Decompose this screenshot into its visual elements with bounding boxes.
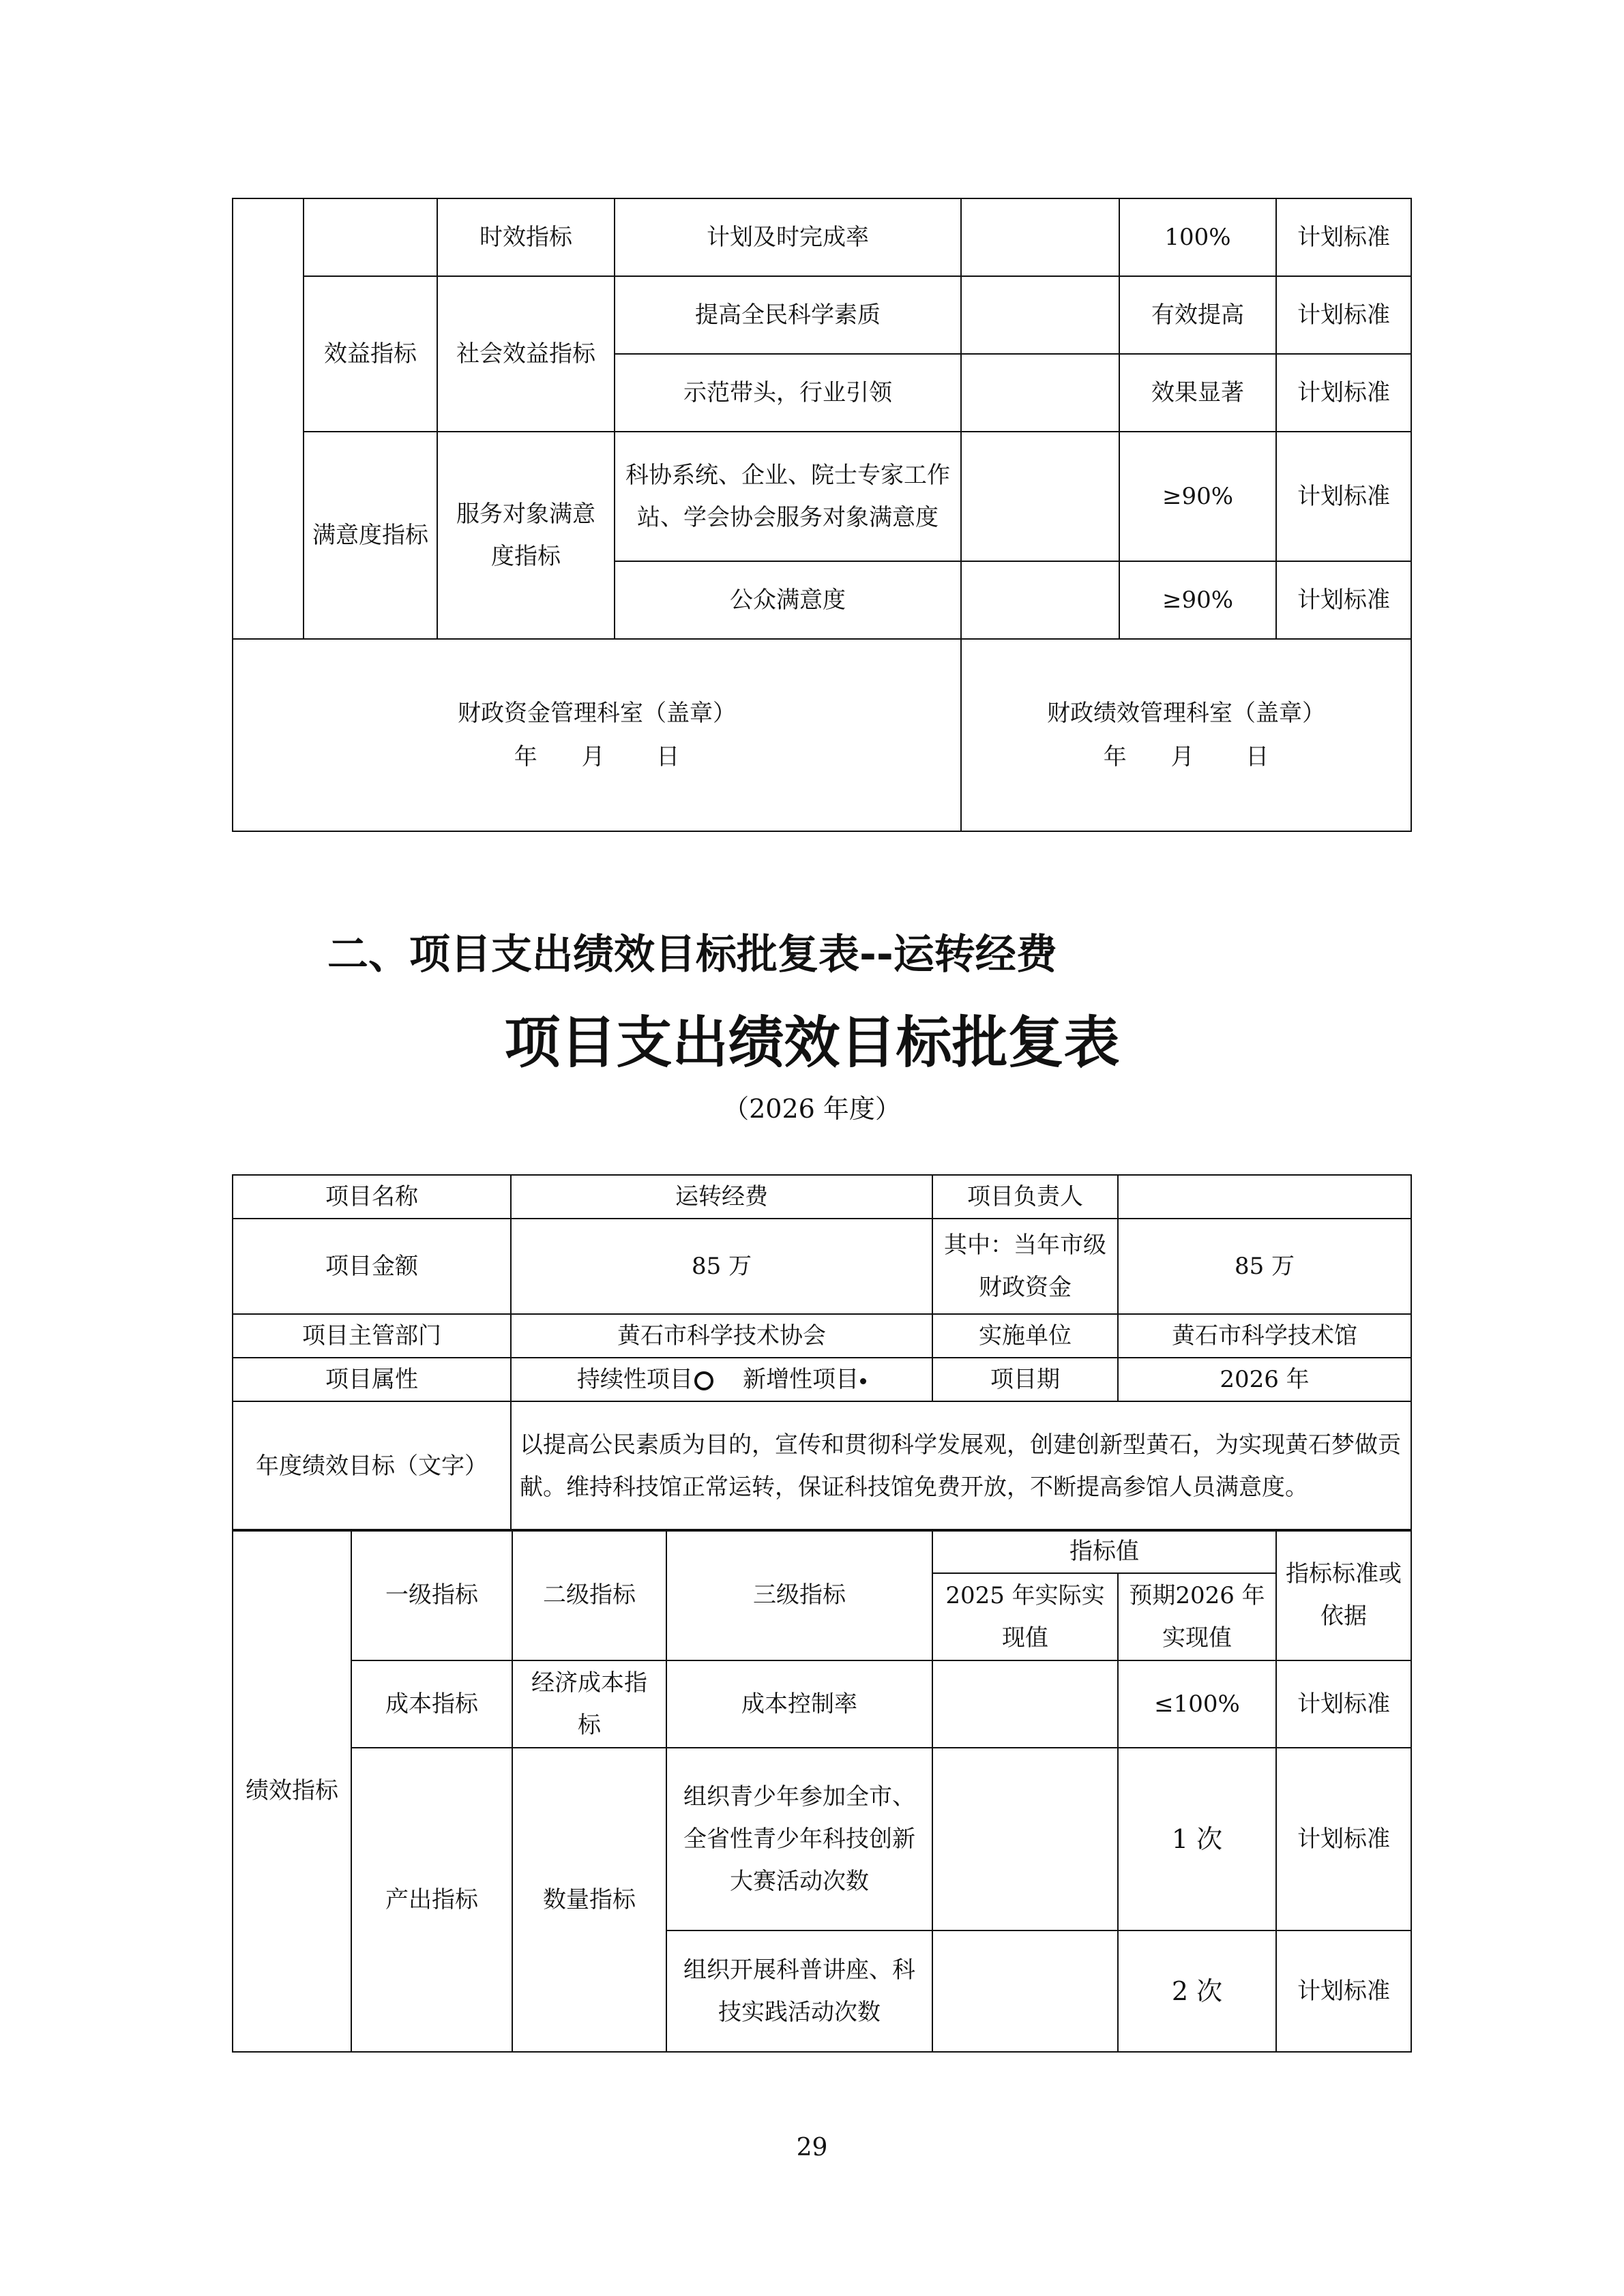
performance-office-label: 财政绩效管理科室（盖章） (1047, 700, 1325, 727)
header-basis: 指标标准或依据 (1276, 1530, 1411, 1660)
header-value-group: 指标值 (932, 1530, 1276, 1573)
attr-value (511, 1358, 932, 1401)
dept-value: 黄石市科学技术协会 (511, 1314, 932, 1358)
expected-value-cell: 100% (1119, 198, 1276, 276)
level3-cell: 提高全民科学素质 (615, 276, 961, 354)
performance-signature-cell (961, 639, 1411, 831)
output-actual-cell (932, 1930, 1118, 2052)
basis-cell: 计划标准 (1276, 432, 1411, 561)
performance-indicator-group-label: 绩效指标 (233, 1530, 351, 2052)
project-amount-value: 85 万 (511, 1219, 932, 1314)
cost-level2-cell: 经济成本指标 (512, 1660, 666, 1748)
output-level3-cell: 组织青少年参加全市、全省性青少年科技创新大赛活动次数 (666, 1748, 932, 1930)
finance-fund-signature-cell (233, 639, 961, 831)
output-basis-cell: 计划标准 (1276, 1748, 1411, 1930)
year-label: （2026 年度） (723, 1094, 901, 1124)
period-value: 2026 年 (1118, 1358, 1411, 1401)
continued-indicator-table (232, 198, 1412, 832)
city-fund-label: 其中：当年市级财政资金 (932, 1219, 1118, 1314)
expected-value-cell: ≥90% (1119, 561, 1276, 639)
cost-basis-cell: 计划标准 (1276, 1660, 1411, 1748)
level3-cell: 计划及时完成率 (615, 198, 961, 276)
city-fund-value: 85 万 (1118, 1219, 1411, 1314)
continuing-project-label: 持续性项目 (576, 1366, 693, 1393)
header-actual-2025: 2025 年实际实现值 (932, 1573, 1118, 1660)
indicator-group-cell (233, 198, 304, 639)
basis-cell: 计划标准 (1276, 561, 1411, 639)
benefit-level1-cell: 效益指标 (304, 276, 437, 432)
cost-level3-cell: 成本控制率 (666, 1660, 932, 1748)
benefit-level2-cell: 社会效益指标 (437, 276, 615, 432)
project-name-value: 运转经费 (511, 1175, 932, 1219)
level3-cell: 公众满意度 (615, 561, 961, 639)
level3-cell: 示范带头，行业引领 (615, 354, 961, 432)
cost-expected-cell: ≤100% (1118, 1660, 1276, 1748)
basis-cell: 计划标准 (1276, 198, 1411, 276)
goal-text: 以提高公民素质为目的，宣传和贯彻科学发展观，创建创新型黄石，为实现黄石梦做贡献。维持科技馆正常运转，保证科技馆免费开放，不断提高参馆人员满意度。 (511, 1401, 1411, 1531)
goal-label: 年度绩效目标（文字） (233, 1401, 511, 1531)
actual-value-cell (961, 561, 1119, 639)
satisfaction-level2-cell: 服务对象满意度指标 (437, 432, 615, 639)
header-level1: 一级指标 (351, 1530, 512, 1660)
level1-cell (304, 198, 437, 276)
cost-level1-cell: 成本指标 (351, 1660, 512, 1748)
output-basis-cell: 计划标准 (1276, 1930, 1411, 2052)
unit-value: 黄石市科学技术馆 (1118, 1314, 1411, 1358)
actual-value-cell (961, 276, 1119, 354)
output-expected-cell: 2 次 (1118, 1930, 1276, 2052)
project-leader-label: 项目负责人 (932, 1175, 1118, 1219)
header-level2: 二级指标 (512, 1530, 666, 1660)
output-level1-cell: 产出指标 (351, 1748, 512, 2052)
page-title: 项目支出绩效目标批复表 (504, 1011, 1120, 1075)
output-expected-cell: 1 次 (1118, 1748, 1276, 1930)
finance-fund-office-label: 财政资金管理科室（盖章） (458, 700, 736, 727)
output-actual-cell (932, 1748, 1118, 1930)
project-leader-value (1118, 1175, 1411, 1219)
output-level3-cell: 组织开展科普讲座、科技实践活动次数 (666, 1930, 932, 2052)
attr-label: 项目属性 (233, 1358, 511, 1401)
indicator-table (232, 1529, 1412, 2053)
header-level3: 三级指标 (666, 1530, 932, 1660)
basis-cell: 计划标准 (1276, 354, 1411, 432)
expected-value-cell: 有效提高 (1119, 276, 1276, 354)
expected-value-cell: ≥90% (1119, 432, 1276, 561)
actual-value-cell (961, 354, 1119, 432)
period-label: 项目期 (932, 1358, 1118, 1401)
basis-cell: 计划标准 (1276, 276, 1411, 354)
header-expected-2026: 预期2026 年实现值 (1118, 1573, 1276, 1660)
actual-value-cell (961, 432, 1119, 561)
dot-mark-icon (860, 1378, 866, 1384)
section-heading: 二、项目支出绩效目标批复表--运转经费 (327, 931, 1057, 979)
circle-mark-icon (694, 1371, 713, 1390)
project-info-table (232, 1174, 1412, 1532)
output-level2-cell: 数量指标 (512, 1748, 666, 2052)
cost-actual-cell (932, 1660, 1118, 1748)
date-line: 年 月 日 (1103, 743, 1269, 771)
dept-label: 项目主管部门 (233, 1314, 511, 1358)
project-amount-label: 项目金额 (233, 1219, 511, 1314)
level2-cell: 时效指标 (437, 198, 615, 276)
project-name-label: 项目名称 (233, 1175, 511, 1219)
level3-cell: 科协系统、企业、院士专家工作站、学会协会服务对象满意度 (615, 432, 961, 561)
expected-value-cell: 效果显著 (1119, 354, 1276, 432)
satisfaction-level1-cell: 满意度指标 (304, 432, 437, 639)
actual-value-cell (961, 198, 1119, 276)
page-number: 29 (796, 2134, 828, 2162)
new-project-label: 新增性项目 (743, 1366, 859, 1393)
date-line: 年 月 日 (514, 743, 680, 771)
unit-label: 实施单位 (932, 1314, 1118, 1358)
